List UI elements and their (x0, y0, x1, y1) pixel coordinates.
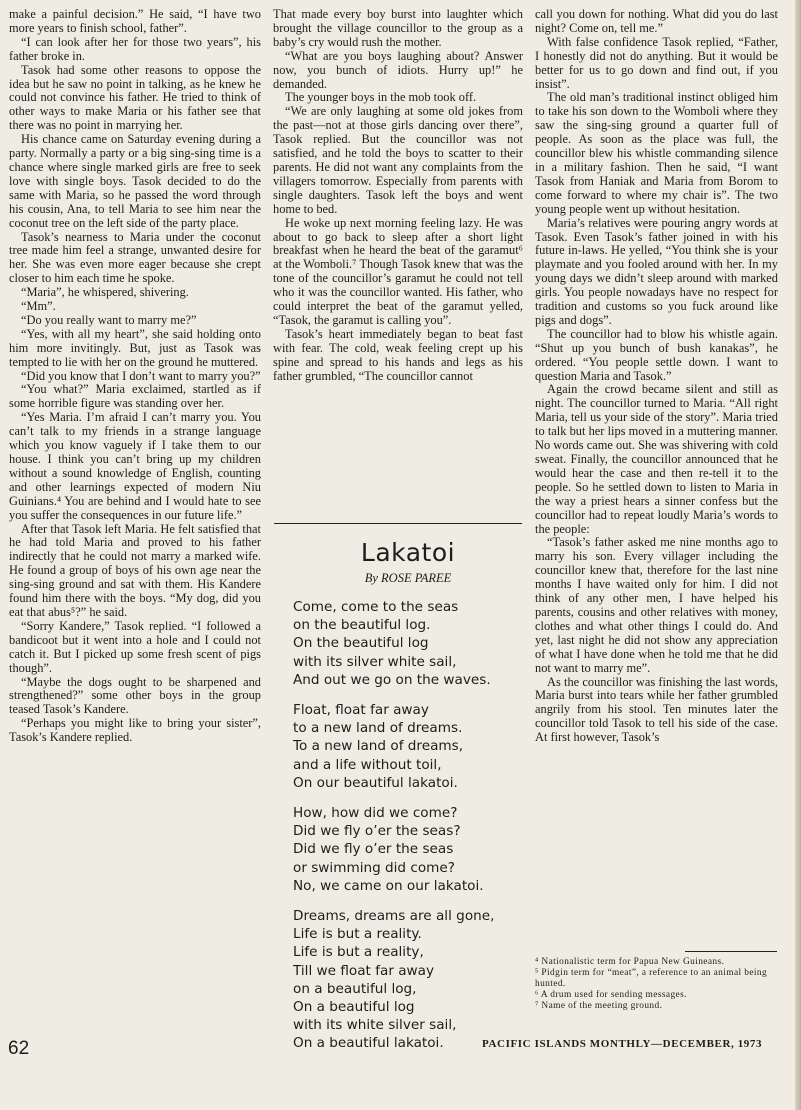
running-footer: PACIFIC ISLANDS MONTHLY—DECEMBER, 1973 (482, 1038, 763, 1050)
poem-line: Dreams, dreams are all gone, (293, 908, 495, 925)
paragraph: “Yes Maria. I’m afraid I can’t marry you. You can’t talk to my friends in a strange language which you know vaguely if I take them to our house. I think you can’t bring up my children without a sound knowledge of English, counting and other learnings expected of modern Niu Guinians.⁴ You are behind and I would hate to see you suffer the consequences in our future life.” (9, 410, 261, 522)
paragraph: Tasok’s heart immediately began to beat fast with fear. The cold, weak feeling crept up his spine and spread to his hands and legs as his father grumbled, “The councillor cannot (273, 326, 523, 383)
poem-stanza (293, 701, 523, 792)
poem-title: Lakatoi (360, 538, 456, 567)
paragraph: “Sorry Kandere,” Tasok replied. “I followed a bandicoot but it went into a hole and I could not catch it. But I picked up some fresh scent of pigs though”. (9, 618, 261, 675)
story-column-3 (535, 8, 778, 745)
page-edge-shadow (795, 0, 801, 1110)
poem-line: Come, come to the seas (293, 599, 459, 615)
poem-line: on a beautiful log, (293, 980, 417, 997)
poem-line: Did we fly o’er the seas? (293, 823, 461, 840)
story-column-2 (273, 8, 523, 383)
poem-stanza (293, 907, 523, 1053)
poem-stanza (293, 598, 523, 689)
paragraph: “What are you boys laughing about? Answer now, you bunch of idiots. Hurry up!” he demanded. (273, 48, 523, 91)
poem-line: Float, float far away (293, 702, 429, 719)
story-column-1 (9, 8, 261, 745)
footnotes (535, 957, 777, 1012)
paragraph: “Maybe the dogs ought to be sharpened and strengthened?” some other boys in the group teased Tasok’s Kandere. (9, 674, 261, 717)
paragraph: The old man’s traditional instinct obliged him to take his son down to the Womboli where they saw the sing-sing ground a quarter full of people. As soon as the place was full, the councillor blew his whistle commanding silence in a military fashion. Then he said, “I want Tasok from Haniak and Maria from Borom to come forward to where my chair is”. The two young people went up without hesitation. (535, 90, 778, 216)
poem-line: To a new land of dreams, (293, 738, 464, 755)
paragraph: “You what?” Maria exclaimed, startled as if some horrible figure was standing over her. (9, 382, 261, 411)
paragraph: The younger boys in the mob took off. (285, 90, 477, 105)
footnote: ⁵ Pidgin term for “meat”, a reference to an animal being hunted. (535, 968, 768, 989)
paragraph: Tasok’s nearness to Maria under the coconut tree made him feel a strange, unwanted desire for her. She was even more eager because she crept closer to him each time he spoke. (9, 229, 261, 286)
page-number: 62 (8, 1038, 30, 1059)
paragraph: “I can look after her for those two years”, his father broke in. (9, 34, 261, 63)
paragraph: His chance came on Saturday evening during a party. Normally a party or a big sing-sing time is a chance where single marked girls are free to seek love with single boys. Tasok decided to do the same with Maria, so he passed the word through his cousin, Ana, to tell Maria to see him near the coconut tree on the left side of the party place. (9, 132, 261, 230)
footnote: ⁶ A drum used for sending messages. (535, 990, 687, 1000)
paragraph: “Did you know that I don’t want to marry you?” (21, 368, 261, 383)
paragraph: That made every boy burst into laughter which brought the village councillor to the group as a baby’s cry would rush the mother. (273, 7, 523, 49)
poem-line: on the beautiful log. (293, 617, 431, 634)
poem-lakatoi (293, 538, 523, 1065)
paragraph: “We are only laughing at some old jokes from the past—not at those girls dancing over there”, Tasok replied. But the councillor was not satisfied, and he told the boys to scatter to their parents. He did not want any complaints from the villagers tomorrow. Especially from parents with single daughters. Tasok left the boys and went home to bed. (273, 104, 523, 216)
poem-line: Life is but a reality, (293, 944, 424, 961)
paragraph: “Tasok’s father asked me nine months ago to marry his son. Every villager including the councillor knew that, therefore for the last nine months I have waited only for him. I did not think of any other men, I have helped his parents, cousins and other relatives with money, clothes and what other things I could do. And yet, last night he did not show any appreciation of what I have done when he told me that he did not want to marry me”. (535, 535, 778, 675)
footnote: ⁴ Nationalistic term for Papua New Guineans. (535, 957, 725, 967)
paragraph: call you down for nothing. What did you do last night? Come on, tell me.” (535, 7, 778, 35)
paragraph: The councillor had to blow his whistle again. “Shut up you bunch of bush kanakas”, he ordered. “You people settle down. I want to question Maria and Tasok.” (535, 326, 778, 383)
footnote-rule (685, 951, 777, 952)
paragraph: make a painful decision.” He said, “I have two more years to finish school, father”. (9, 7, 261, 35)
paragraph: With false confidence Tasok replied, “Father, I honestly did not do anything. But it would be better for us to go down and find out, if you insist”. (535, 34, 778, 91)
poem-line: or swimming did come? (293, 859, 455, 876)
footnote: ⁷ Name of the meeting ground. (535, 1001, 663, 1011)
poem-line: and a life without toil, (293, 756, 442, 773)
poem-line: Did we fly o’er the seas (293, 841, 454, 858)
paragraph: “Perhaps you might like to bring your sister”, Tasok’s Kandere replied. (9, 716, 261, 745)
paragraph: “Yes, with all my heart”, she said holding onto him more invitingly. But, just as Tasok was tempted to lie with her on the ground he muttered. (9, 326, 261, 369)
poem-line: Life is but a reality. (293, 926, 422, 943)
paragraph: “Maria”, he whispered, shivering. (21, 285, 189, 300)
poem-line: No, we came on our lakatoi. (293, 877, 484, 894)
paragraph: “Mm”. (21, 299, 56, 314)
poem-line: with its white silver sail, (293, 1017, 457, 1034)
paragraph: Again the crowd became silent and still as night. The councillor turned to Maria. “All right Maria, tell us your side of the story”. Maria tried to talk but her lips moved in a muttering manner. No words came out. She was shivering with cold sweat. Finally, the councillor announced that he would hear the case and then re-tell it to the people. So he settled down to listen to Maria in the way a priest hears a sinner confess but the councillor had to repeat loudly Maria’s words to the people: (535, 382, 778, 536)
paragraph: Maria’s relatives were pouring angry words at Tasok. Even Tasok’s father joined in with his future in-laws. He yelled, “You think she is your playmate and you fooled around with her. In my young days we didn’t sleep around with marked girls. You people nowadays have no respect for tradition and customs so you fuck around like pigs and dogs”. (535, 215, 778, 327)
paragraph: “Do you really want to marry me?” (21, 312, 197, 327)
paragraph: He woke up next morning feeling lazy. He was about to go back to sleep after a short light breakfast when he heard the beat of the garamut⁶ at the Womboli.⁷ Though Tasok knew that was the tone of the councillor’s garamut he could not tell who it was the councillor wanted. His father, who could interpret the beat of the garamut yelled, “Tasok, the garamut is calling you”. (273, 215, 523, 327)
poem-line: On a beautiful lakatoi. (293, 1035, 444, 1052)
poem-line: On a beautiful log (293, 999, 415, 1016)
paragraph: After that Tasok left Maria. He felt satisfied that he had told Maria and proved to his father indirectly that he could not marry a marked wife. He found a group of boys of his own age near the sing-sing ground and sat with them. His Kandere found him there with the boys. “My dog, did you eat that abus⁵?” he said. (9, 521, 261, 619)
poem-line: with its silver white sail, (293, 653, 457, 670)
poem-line: How, how did we come? (293, 805, 458, 822)
poem-line: And out we go on the waves. (293, 671, 491, 688)
paragraph: As the councillor was finishing the last words, Maria burst into tears while her father grumbled angrily from his stool. Ten minutes later the councillor told Tasok to tell his side of the case. At first however, Tasok’s (535, 674, 778, 745)
poem-line: Till we float far away (293, 962, 435, 979)
poem-divider (274, 523, 522, 524)
poem-line: On our beautiful lakatoi. (293, 774, 458, 791)
poem-line: to a new land of dreams. (293, 720, 463, 737)
poem-line: On the beautiful log (293, 635, 429, 652)
poem-stanzas (293, 598, 523, 1053)
poem-stanza (293, 804, 523, 895)
poem-byline: By ROSE PAREE (364, 571, 452, 585)
paragraph: Tasok had some other reasons to oppose the idea but he saw no point in talking, as he knew he could not convince his father. He tried to think of other ways to make Maria or his father see that there was no point in marrying her. (9, 62, 261, 133)
